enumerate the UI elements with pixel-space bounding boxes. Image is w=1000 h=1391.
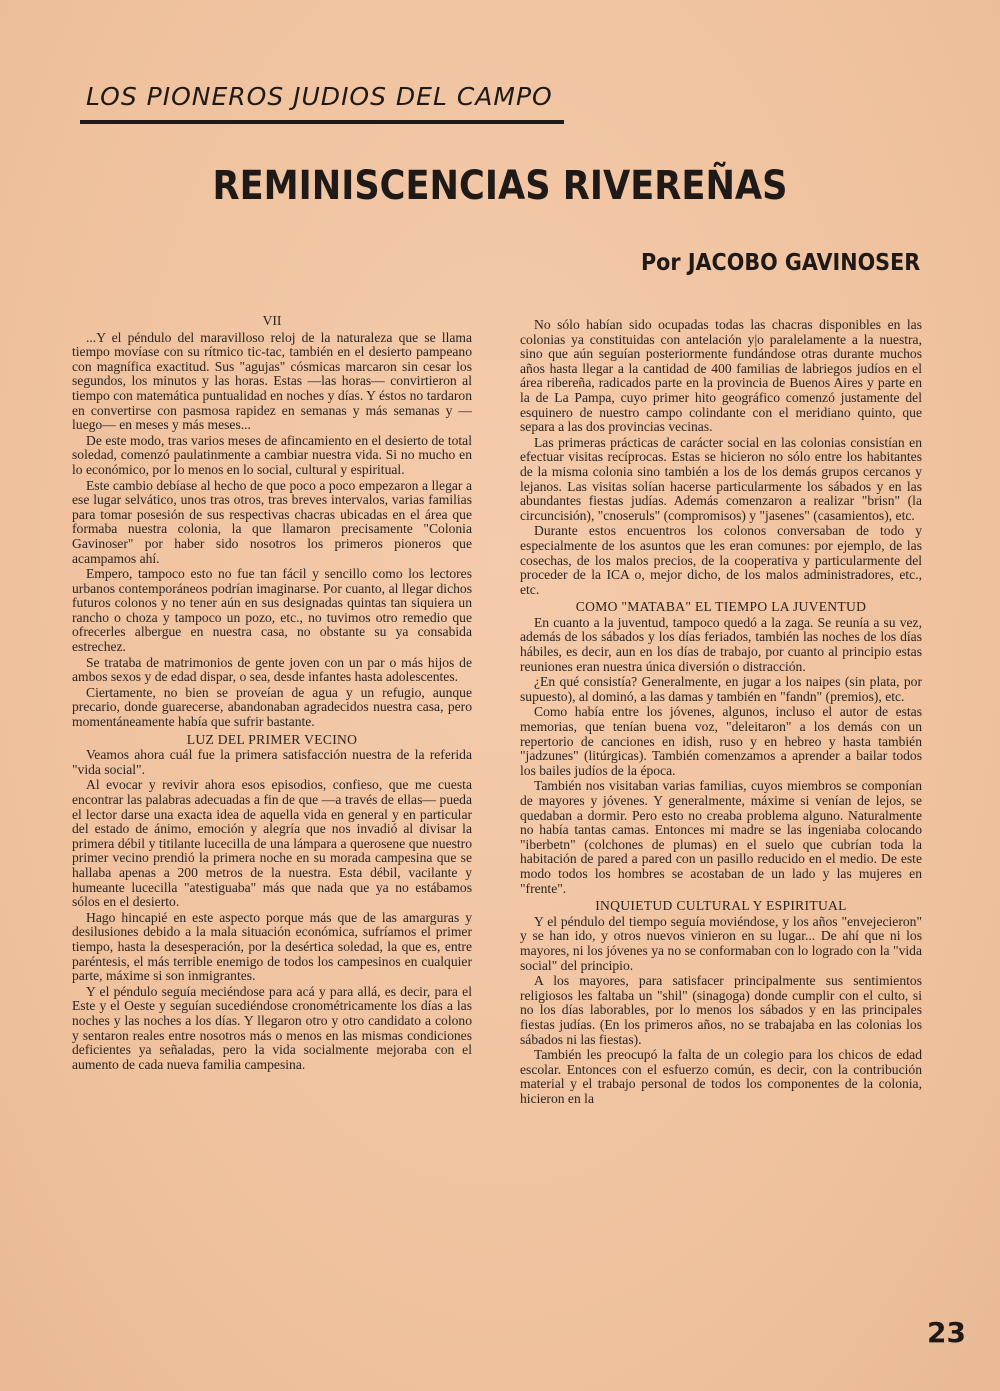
left-column [72, 314, 472, 1073]
section-title: LOS PIONEROS JUDIOS DEL CAMPO [86, 82, 553, 111]
paragraph: No sólo habían sido ocupadas todas las chacras disponibles en las colonias ya constituidas con antelación y|o paralelamente a la nuestra, sino que aún seguían posteriormente fundándose otras durante muchos años hasta llegar a la cantidad de 400 familias de labriegos judíos en el área ribereña, radicados parte en la provincia de Buenos Aires y parte en la de La Pampa, cuyo primer hito geográfico comenzó justamente del esquinero de nuestro campo colindante con el meridiano quinto, que separa a las dos provincias vecinas. [520, 317, 922, 435]
paragraph: Este cambio debíase al hecho de que poco a poco empezaron a llegar a ese lugar selvático, unos tras otros, tras breves intervalos, varias familias para tomar posesión de sus respectivas chacras ubicadas en el área que formaba nuestra colonia, la que llamaron precisamente "Colonia Gavinoser" por haber sido nosotros los primeros pioneros que acampamos ahí. [72, 477, 472, 566]
paragraph: Al evocar y revivir ahora esos episodios, confieso, que me cuesta encontrar las palabras adecuadas a fin de que —a través de ellas— pueda el lector darse una exacta idea de aquella vida en general y en particular del estado de ánimo, emoción y alegría que nos invadió al divisar la primera débil y titilante lucecilla de una lámpara a querosene que nuestro primer vecino prendió la primera noche en su morada campesina que se hallaba apenas a 200 metros de la nuestra. Esta débil, vacilante y humeante lucecilla "atestiguaba" más que nada que ya no estábamos sólos en el desierto. [72, 777, 472, 910]
paragraph: ¿En qué consistía? Generalmente, en jugar a los naipes (sin plata, por supuesto), al dominó, a las damas y también en "fandn" (premios), etc. [520, 674, 922, 704]
subheading: COMO "MATABA" EL TIEMPO LA JUVENTUD [575, 599, 867, 615]
section-title-underline [80, 120, 564, 124]
page-number: 23 [927, 1316, 966, 1349]
article-byline: Por JACOBO GAVINOSER [640, 250, 920, 276]
paragraph: A los mayores, para satisfacer principalmente sus sentimientos religiosos les faltaba un "shil" (sinagoga) donde cumplir con el culto, si no los días laborables, por lo menos los sábados y en las principales fiestas judías. (En los primeros años, no se trabajaba en las colonias los sábados ni las fiestas). [520, 973, 922, 1047]
paragraph: También nos visitaban varias familias, cuyos miembros se componían de mayores y jóvenes. Y generalmente, máxime si venían de lejos, se quedaban a dormir. Pero esto no creaba problema alguno. Naturalmente no había tantas camas. Entonces mi madre se las ingeniaba colocando "iberbetn" (colchones de plumas) en el suelo que cubrían toda la habitación de pared a pared con un pasillo reducido en el medio. De este modo todos los hombres se acostaban de un lado y las mujeres en "frente". [520, 778, 922, 896]
paragraph: Y el péndulo seguía meciéndose para acá y para allá, es decir, para el Este y el Oeste y seguían sucediéndose cronométricamente los días a las noches y las noches a los días. Y llegaron otro y otro candidato a colono y sentaron reales entre nosotros más o menos en las mismas condiciones deficientes ya señaladas, pero la vida socialmente mejoraba con el aumento de cada nueva familia campesina. [72, 983, 472, 1072]
subheading: LUZ DEL PRIMER VECINO [186, 731, 358, 747]
paragraph: Durante estos encuentros los colonos conversaban de todo y especialmente de los asuntos que les eran comunes: por ejemplo, de las cosechas, de los malos precios, de la cooperativa y particularmente del proceder de la ICA o, mejor dicho, de los malos administradores, etc., etc. [520, 523, 922, 597]
subheading: INQUIETUD CULTURAL Y ESPIRITUAL [595, 898, 847, 914]
paragraph: ...Y el péndulo del maravilloso reloj de la naturaleza que se llama tiempo movíase con su rítmico tic-tac, también en el desierto pampeano con magnífica exactitud. Sus "agujas" cósmicas marcaron sin cesar los segundos, los minutos y las horas. Estas —las horas— convirtieron al tiempo con matemática puntualidad en noches y días. Y éstos no tardaron en convertirse con pasmosa rapidez en semanas y más semanas y —luego— en meses y más meses... [72, 329, 472, 433]
paragraph: En cuanto a la juventud, tampoco quedó a la zaga. Se reunía a su vez, además de los sábados y los días feriados, también las noches de los días hábiles, es decir, aun en los días de trabajo, por cuanto al principio estas reuniones eran nuestra única diversión o distracción. [520, 614, 922, 674]
paragraph: Se trataba de matrimonios de gente joven con un par o más hijos de ambos sexos y de edad dispar, o sea, desde infantes hasta adolescentes. [72, 654, 472, 685]
article-headline: REMINISCENCIAS RIVEREÑAS [212, 163, 788, 209]
right-column [520, 318, 922, 1107]
paragraph: Y el péndulo del tiempo seguía moviéndose, y los años "envejecieron" y se han ido, y otros nuevos vinieron en su lugar... De ahí que ni los mayores, ni los jóvenes ya no se conformaban con lo logrado con la "vida social" del principio. [520, 913, 922, 973]
paragraph: También les preocupó la falta de un colegio para los chicos de edad escolar. Entonces con el esfuerzo común, es decir, con la contribución material y el trabajo personal de todos los componentes de la colonia, hicieron en la [520, 1047, 922, 1106]
paragraph: Empero, tampoco esto no fue tan fácil y sencillo como los lectores urbanos contemporáneos podrían imaginarse. Por cuanto, al llegar dichos futuros colonos y no tener aún en sus designadas quintas tan siquiera un rancho o choza y tampoco un pozo, etc., no tuvimos otro remedio que ofrecerles albergue en nuestra casa, no obstante su ya consabida estrechez. [72, 566, 472, 655]
chapter-number: VII [262, 313, 282, 328]
paragraph: Hago hincapié en este aspecto porque más que de las amarguras y desilusiones debido a la mala situación económica, sufríamos el primer tiempo, hasta la desesperación, por la desértica soledad, la que es, entre paréntesis, el más terrible enemigo de todos los campesinos en cualquier parte, máxime si son inmigrantes. [72, 909, 472, 984]
paragraph: Veamos ahora cuál fue la primera satisfacción nuestra de la referida "vida social". [72, 747, 472, 777]
paragraph: Ciertamente, no bien se proveían de agua y un refugio, aunque precario, donde guarecerse, abandonaban agradecidos nuestra casa, pero momentáneamente había que sufrir bastante. [72, 684, 472, 730]
paragraph: Como había entre los jóvenes, algunos, incluso el autor de estas memorias, que tenían buena voz, "deleitaron" a los demás con un repertorio de canciones en idish, ruso y en hebreo y hasta también "jadzunes" (litúrgicas). También comenzamos a aprender a bailar todos los bailes judíos de la época. [520, 704, 922, 778]
paragraph: De este modo, tras varios meses de afincamiento en el desierto de total soledad, comenzó paulatinmente a cambiar nuestra vida. Si no mucho en lo económico, por lo menos en lo social, cultural y espiritual. [72, 432, 472, 477]
paragraph: Las primeras prácticas de carácter social en las colonias consistían en efectuar visitas recíprocas. Estas se hicieron no sólo entre los habitantes de la misma colonia sino también a los de los demás grupos cercanos y lejanos. Las visitas solían hacerse particularmente los sábados y en las abundantes fiestas judías. Además comenzaron a realizar "brisn" (la circuncisión), "cnoseruls" (compromisos) y "jasenes" (casamientos), etc. [520, 434, 922, 523]
